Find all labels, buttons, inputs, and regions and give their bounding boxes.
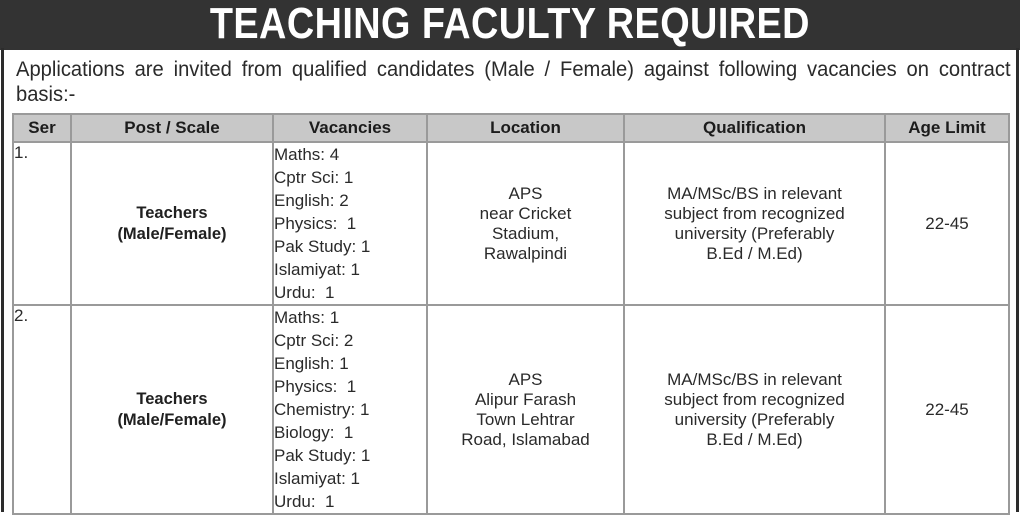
qualification-line: subject from recognized <box>664 389 845 409</box>
vacancy-item: Islamiyat: 1 <box>274 260 360 279</box>
vacancy-item: Chemistry: 1 <box>274 400 370 419</box>
cell-ser: 1. <box>13 142 71 305</box>
vacancy-item: Urdu: 1 <box>274 283 335 302</box>
vacancy-item: Cptr Sci: 2 <box>274 331 354 350</box>
cell-qualification <box>624 305 885 514</box>
location-line: near Cricket <box>479 203 572 223</box>
location-line: Stadium, <box>491 223 560 243</box>
vacancy-item: Pak Study: 1 <box>274 446 371 465</box>
post-title: Teachers <box>136 203 208 222</box>
cell-vacancies <box>273 142 427 305</box>
location-line: Alipur Farash <box>474 389 577 409</box>
post-gender: (Male/Female) <box>117 224 227 243</box>
intro-paragraph <box>16 57 1012 107</box>
location-line: Town Lehtrar <box>476 409 575 429</box>
cell-post <box>71 142 273 305</box>
header-vacancies: Vacancies <box>273 114 427 142</box>
header-qualification: Qualification <box>624 114 885 142</box>
post-title: Teachers <box>136 389 208 408</box>
cell-qualification <box>624 142 885 305</box>
header-post-scale: Post / Scale <box>71 114 273 142</box>
qualification-line: MA/MSc/BS in relevant <box>667 183 842 203</box>
vacancy-item: Physics: 1 <box>274 214 357 233</box>
frame-border-right <box>1016 48 1019 512</box>
qualification-line: B.Ed / M.Ed) <box>706 429 803 449</box>
cell-age-limit: 22-45 <box>885 142 1009 305</box>
cell-post <box>71 305 273 514</box>
table-row <box>13 142 1009 305</box>
location-line: APS <box>508 183 543 203</box>
location-line: Rawalpindi <box>483 243 568 263</box>
frame-border-left <box>1 48 4 512</box>
post-gender: (Male/Female) <box>117 410 227 429</box>
cell-age-limit: 22-45 <box>885 305 1009 514</box>
qualification-line: MA/MSc/BS in relevant <box>667 369 842 389</box>
vacancy-item: English: 1 <box>274 354 349 373</box>
location-line: APS <box>508 369 543 389</box>
table-header-row <box>13 114 1009 142</box>
header-ser: Ser <box>13 114 71 142</box>
vacancy-item: English: 2 <box>274 191 349 210</box>
header-location: Location <box>427 114 624 142</box>
intro-text: Applications are invited from qualified candidates (Male / Female) against following vacancies on contract basis:- <box>16 58 1011 106</box>
vacancy-item: Maths: 4 <box>274 145 340 164</box>
vacancy-item: Physics: 1 <box>274 377 357 396</box>
vacancy-item: Urdu: 1 <box>274 492 335 511</box>
vacancies-table <box>12 113 1010 515</box>
vacancy-item: Pak Study: 1 <box>274 237 371 256</box>
cell-vacancies <box>273 305 427 514</box>
qualification-line: B.Ed / M.Ed) <box>706 243 803 263</box>
qualification-line: subject from recognized <box>664 203 845 223</box>
page-title: TEACHING FACULTY REQUIRED <box>209 0 811 48</box>
vacancy-item: Islamiyat: 1 <box>274 469 360 488</box>
table-row <box>13 305 1009 514</box>
location-line: Road, Islamabad <box>461 429 590 449</box>
cell-location <box>427 142 624 305</box>
cell-ser: 2. <box>13 305 71 514</box>
qualification-line: university (Preferably <box>674 223 835 243</box>
vacancy-item: Cptr Sci: 1 <box>274 168 354 187</box>
qualification-line: university (Preferably <box>674 409 835 429</box>
cell-location <box>427 305 624 514</box>
title-bar <box>0 0 1020 50</box>
vacancy-item: Biology: 1 <box>274 423 354 442</box>
header-age-limit: Age Limit <box>885 114 1009 142</box>
vacancy-item: Maths: 1 <box>274 308 340 327</box>
